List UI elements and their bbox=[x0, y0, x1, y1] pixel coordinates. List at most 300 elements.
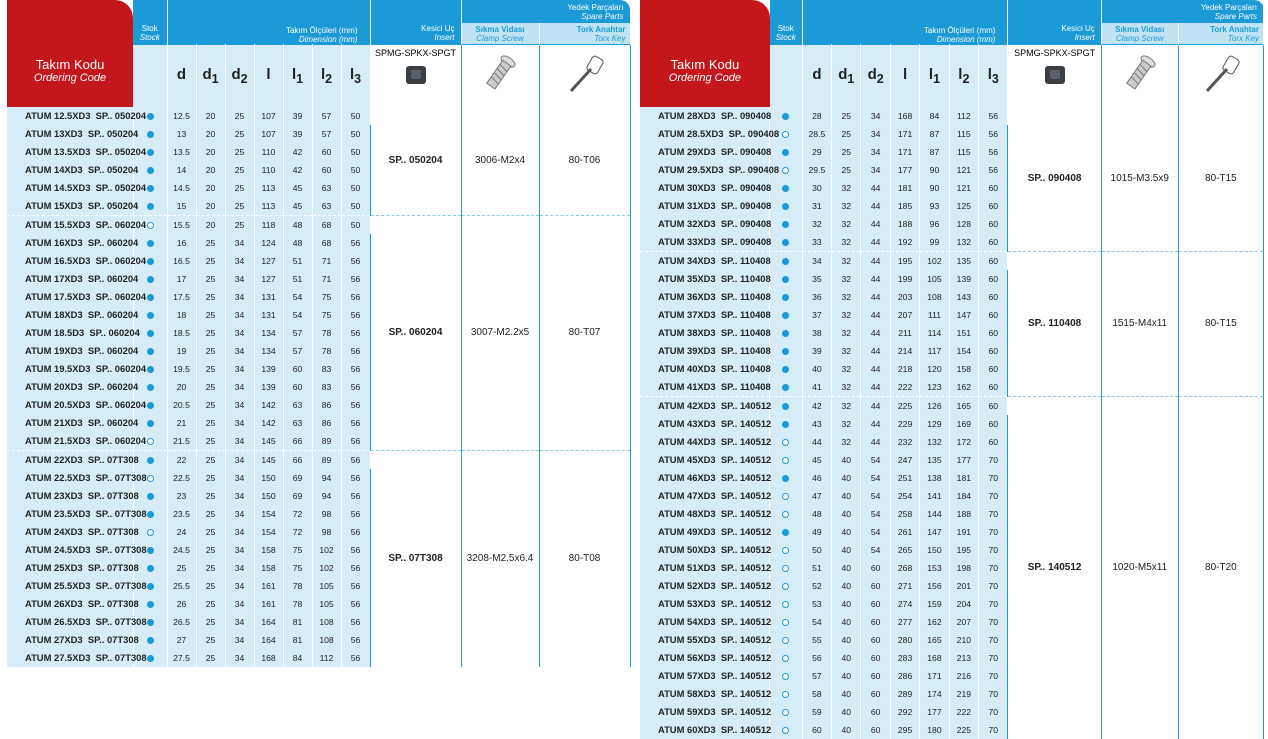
stock-cell bbox=[770, 649, 802, 667]
dimension-value-cell: 218 bbox=[890, 360, 919, 378]
dimension-value-cell: 153 bbox=[920, 559, 949, 577]
dimension-value-cell: 34 bbox=[225, 649, 254, 667]
dimension-value-cell: 70 bbox=[979, 595, 1008, 613]
in-stock-dot-icon bbox=[147, 203, 154, 210]
dimension-value-cell: 25.5 bbox=[167, 577, 196, 595]
dimension-value-cell: 19 bbox=[167, 342, 196, 360]
dimension-value-cell: 115 bbox=[949, 125, 978, 143]
ordering-code-cell: ATUM 24.5XD3 SP.. 07T308 bbox=[7, 541, 133, 559]
dimension-value-cell: 60 bbox=[283, 360, 312, 378]
dimension-value-cell: 180 bbox=[920, 721, 949, 739]
out-of-stock-dot-icon bbox=[782, 493, 789, 500]
dimension-value-cell: 60 bbox=[861, 559, 890, 577]
in-stock-dot-icon bbox=[147, 583, 154, 590]
dimension-value-cell: 98 bbox=[312, 523, 341, 541]
dimension-value-cell: 44 bbox=[861, 342, 890, 360]
dimension-value-cell: 47 bbox=[802, 487, 831, 505]
dimension-value-cell: 60 bbox=[979, 288, 1008, 306]
stock-cell bbox=[770, 505, 802, 523]
ordering-code-cell: ATUM 25.5XD3 SP.. 07T308 bbox=[7, 577, 133, 595]
dimension-value-cell: 44 bbox=[861, 306, 890, 324]
insert-icon bbox=[1043, 64, 1067, 86]
dimension-value-cell: 28.5 bbox=[802, 125, 831, 143]
dimension-value-cell: 192 bbox=[890, 233, 919, 252]
in-stock-dot-icon bbox=[147, 149, 154, 156]
dimension-value-cell: 20 bbox=[196, 215, 225, 234]
stock-cell bbox=[770, 251, 802, 270]
in-stock-dot-icon bbox=[782, 366, 789, 373]
ordering-code-cell: ATUM 22XD3 SP.. 07T308 bbox=[7, 450, 133, 469]
col-l2: $l_2$ bbox=[312, 45, 341, 107]
dimension-value-cell: 150 bbox=[254, 487, 283, 505]
dimension-value-cell: 60 bbox=[979, 179, 1008, 197]
dimension-value-cell: 172 bbox=[949, 433, 978, 451]
dimension-value-cell: 44 bbox=[861, 288, 890, 306]
dimension-value-cell: 44 bbox=[802, 433, 831, 451]
insert-subtitle: Insert bbox=[434, 33, 455, 42]
dimension-value-cell: 72 bbox=[283, 505, 312, 523]
dimension-value-cell: 254 bbox=[890, 487, 919, 505]
ordering-code-cell: ATUM 26XD3 SP.. 07T308 bbox=[7, 595, 133, 613]
dimension-value-cell: 34 bbox=[802, 251, 831, 270]
in-stock-dot-icon bbox=[782, 421, 789, 428]
ordering-code-cell: ATUM 19.5XD3 SP.. 060204 bbox=[7, 360, 133, 378]
dimension-value-cell: 199 bbox=[890, 270, 919, 288]
dimension-value-cell: 177 bbox=[890, 161, 919, 179]
in-stock-dot-icon bbox=[147, 420, 154, 427]
dimension-value-cell: 295 bbox=[890, 721, 919, 739]
dimension-value-cell: 165 bbox=[949, 396, 978, 415]
in-stock-dot-icon bbox=[782, 348, 789, 355]
dimension-value-cell: 56 bbox=[341, 360, 370, 378]
insert-subtitle-right: Insert bbox=[1074, 33, 1095, 42]
ordering-code-cell: ATUM 35XD3 SP.. 110408 bbox=[640, 270, 770, 288]
ordering-code-cell: ATUM 50XD3 SP.. 140512 bbox=[640, 541, 770, 559]
dimension-value-cell: 71 bbox=[312, 252, 341, 270]
dimension-value-cell: 150 bbox=[920, 541, 949, 559]
in-stock-dot-icon bbox=[782, 403, 789, 410]
dimension-value-cell: 54 bbox=[802, 613, 831, 631]
dimension-value-cell: 283 bbox=[890, 649, 919, 667]
stock-cell bbox=[770, 288, 802, 306]
dimension-value-cell: 126 bbox=[920, 396, 949, 415]
dimension-value-cell: 44 bbox=[861, 179, 890, 197]
in-stock-dot-icon bbox=[147, 113, 154, 120]
dimension-value-cell: 115 bbox=[949, 143, 978, 161]
dimension-value-cell: 20 bbox=[167, 378, 196, 396]
out-of-stock-dot-icon bbox=[782, 637, 789, 644]
ordering-code-cell: ATUM 29.5XD3 SP.. 090408 bbox=[640, 161, 770, 179]
ordering-code-cell: ATUM 16.5XD3 SP.. 060204 bbox=[7, 252, 133, 270]
ordering-code-cell: ATUM 33XD3 SP.. 090408 bbox=[640, 233, 770, 252]
clamp-screw-image-cell bbox=[461, 45, 539, 107]
torx-key-title-right: Tork Anahtar bbox=[1210, 24, 1259, 34]
dimension-value-cell: 25 bbox=[196, 559, 225, 577]
dimension-value-cell: 32 bbox=[832, 415, 861, 433]
ordering-code-cell: ATUM 22.5XD3 SP.. 07T308 bbox=[7, 469, 133, 487]
ordering-code-cell: ATUM 41XD3 SP.. 110408 bbox=[640, 378, 770, 397]
dimension-value-cell: 201 bbox=[949, 577, 978, 595]
right-table-panel bbox=[640, 0, 1264, 739]
dimension-value-cell: 111 bbox=[920, 306, 949, 324]
dimension-value-cell: 20 bbox=[196, 197, 225, 216]
dimension-value-cell: 70 bbox=[979, 577, 1008, 595]
insert-image-cell bbox=[370, 45, 461, 107]
dimension-value-cell: 13 bbox=[167, 125, 196, 143]
dimension-value-cell: 138 bbox=[920, 469, 949, 487]
clamp-screw-cell: 3006-M2x4 bbox=[461, 107, 539, 216]
ordering-code-cell: ATUM 28.5XD3 SP.. 090408 bbox=[640, 125, 770, 143]
dimension-value-cell: 27.5 bbox=[167, 649, 196, 667]
torx-key-cell: 80-T20 bbox=[1178, 396, 1263, 739]
dimension-value-cell: 222 bbox=[890, 378, 919, 397]
in-stock-dot-icon bbox=[147, 276, 154, 283]
out-of-stock-dot-icon bbox=[147, 475, 154, 482]
dimension-value-cell: 90 bbox=[920, 179, 949, 197]
dimension-value-cell: 34 bbox=[225, 360, 254, 378]
dimension-value-cell: 25 bbox=[196, 487, 225, 505]
dimension-value-cell: 125 bbox=[949, 197, 978, 215]
out-of-stock-dot-icon bbox=[782, 457, 789, 464]
dimension-title-right: Takım Ölçüleri (mm) bbox=[923, 26, 996, 35]
torx-key-image-cell-right bbox=[1178, 45, 1263, 107]
dimension-value-cell: 132 bbox=[949, 233, 978, 252]
dimension-value-cell: 25 bbox=[196, 360, 225, 378]
dimension-value-cell: 57 bbox=[283, 324, 312, 342]
dimension-value-cell: 89 bbox=[312, 450, 341, 469]
table-row bbox=[7, 107, 630, 125]
dimension-value-cell: 44 bbox=[861, 270, 890, 288]
dimension-value-cell: 44 bbox=[861, 215, 890, 233]
in-stock-dot-icon bbox=[147, 384, 154, 391]
left-table-panel bbox=[7, 0, 630, 667]
ordering-code-cell: ATUM 42XD3 SP.. 140512 bbox=[640, 396, 770, 415]
dimension-value-cell: 20 bbox=[196, 179, 225, 197]
in-stock-dot-icon bbox=[782, 239, 789, 246]
dimension-value-cell: 161 bbox=[254, 577, 283, 595]
col-l1: $l_1$ bbox=[283, 45, 312, 107]
dimension-value-cell: 147 bbox=[920, 523, 949, 541]
stock-symbol-cell-right bbox=[770, 45, 802, 107]
dimension-value-cell: 247 bbox=[890, 451, 919, 469]
dimension-value-cell: 120 bbox=[920, 360, 949, 378]
dimension-value-cell: 108 bbox=[312, 613, 341, 631]
dimension-value-cell: 70 bbox=[979, 469, 1008, 487]
dimension-value-cell: 56 bbox=[341, 252, 370, 270]
dimension-subtitle: Dimension (mm) bbox=[298, 35, 358, 44]
dimension-value-cell: 19.5 bbox=[167, 360, 196, 378]
ordering-code-cell: ATUM 48XD3 SP.. 140512 bbox=[640, 505, 770, 523]
out-of-stock-dot-icon bbox=[782, 673, 789, 680]
dimension-value-cell: 134 bbox=[254, 342, 283, 360]
dimension-header bbox=[167, 0, 370, 45]
dimension-value-cell: 32 bbox=[832, 270, 861, 288]
dimension-value-cell: 171 bbox=[890, 143, 919, 161]
clamp-screw-cell: 1515-M4x11 bbox=[1101, 251, 1178, 396]
dimension-value-cell: 34 bbox=[225, 631, 254, 649]
dimension-value-cell: 127 bbox=[254, 270, 283, 288]
stock-cell bbox=[770, 541, 802, 559]
clamp-screw-title: Sıkma Vidası bbox=[475, 24, 525, 34]
insert-title-right: Kesici Uç bbox=[1061, 24, 1095, 33]
dimension-value-cell: 34 bbox=[225, 487, 254, 505]
dimension-value-cell: 39 bbox=[283, 125, 312, 143]
stock-cell bbox=[770, 433, 802, 451]
stock-cell bbox=[770, 667, 802, 685]
dimension-value-cell: 63 bbox=[312, 179, 341, 197]
clamp-screw-subtitle-right: Clamp Screw bbox=[1115, 33, 1164, 43]
dimension-value-cell: 71 bbox=[312, 270, 341, 288]
torx-key-cell: 80-T15 bbox=[1178, 107, 1263, 252]
dimension-value-cell: 25 bbox=[225, 107, 254, 125]
dimension-value-cell: 60 bbox=[979, 415, 1008, 433]
dimension-value-cell: 14.5 bbox=[167, 179, 196, 197]
ordering-code-cell: ATUM 52XD3 SP.. 140512 bbox=[640, 577, 770, 595]
in-stock-dot-icon bbox=[147, 330, 154, 337]
ordering-code-cell: ATUM 20XD3 SP.. 060204 bbox=[7, 378, 133, 396]
dimension-value-cell: 25 bbox=[196, 378, 225, 396]
dimension-value-cell: 16.5 bbox=[167, 252, 196, 270]
dimension-value-cell: 18 bbox=[167, 306, 196, 324]
ordering-code-cell: ATUM 27XD3 SP.. 07T308 bbox=[7, 631, 133, 649]
dimension-value-cell: 56 bbox=[979, 161, 1008, 179]
dimension-value-cell: 32 bbox=[832, 179, 861, 197]
dimension-value-cell: 75 bbox=[283, 541, 312, 559]
dimension-value-cell: 198 bbox=[949, 559, 978, 577]
dimension-value-cell: 51 bbox=[283, 252, 312, 270]
dimension-value-cell: 164 bbox=[254, 631, 283, 649]
tool-table-left bbox=[7, 0, 631, 667]
ordering-code-cell: ATUM 18.5D3 SP.. 060204 bbox=[7, 324, 133, 342]
spare-parts-subtitle-right: Spare Parts bbox=[1214, 11, 1257, 21]
dimension-value-cell: 161 bbox=[254, 595, 283, 613]
stock-subtitle-right: Stock bbox=[775, 33, 796, 42]
ordering-code-cell: ATUM 43XD3 SP.. 140512 bbox=[640, 415, 770, 433]
dimension-value-cell: 127 bbox=[254, 252, 283, 270]
out-of-stock-dot-icon bbox=[782, 547, 789, 554]
ordering-code-cell: ATUM 15XD3 SP.. 050204 bbox=[7, 197, 133, 216]
clamp-screw-cell: 1015-M3.5x9 bbox=[1101, 107, 1178, 252]
dimension-value-cell: 204 bbox=[949, 595, 978, 613]
in-stock-dot-icon bbox=[782, 312, 789, 319]
stock-cell bbox=[770, 721, 802, 739]
stock-cell bbox=[770, 487, 802, 505]
dimension-value-cell: 159 bbox=[920, 595, 949, 613]
out-of-stock-dot-icon bbox=[782, 511, 789, 518]
dimension-value-cell: 60 bbox=[861, 721, 890, 739]
dimension-value-cell: 144 bbox=[920, 505, 949, 523]
dimension-value-cell: 56 bbox=[341, 270, 370, 288]
dimension-value-cell: 105 bbox=[312, 577, 341, 595]
col-d: d bbox=[167, 45, 196, 107]
dimension-value-cell: 48 bbox=[283, 234, 312, 252]
out-of-stock-dot-icon bbox=[782, 131, 789, 138]
dimension-value-cell: 98 bbox=[312, 505, 341, 523]
ordering-code-cell: ATUM 56XD3 SP.. 140512 bbox=[640, 649, 770, 667]
ordering-code-cell: ATUM 19XD3 SP.. 060204 bbox=[7, 342, 133, 360]
dimension-value-cell: 277 bbox=[890, 613, 919, 631]
dimension-value-cell: 32 bbox=[832, 233, 861, 252]
dimension-value-cell: 25 bbox=[225, 197, 254, 216]
dimension-value-cell: 121 bbox=[949, 161, 978, 179]
screw-icon bbox=[482, 51, 518, 95]
dimension-value-cell: 60 bbox=[979, 270, 1008, 288]
dimension-value-cell: 142 bbox=[254, 396, 283, 414]
dimension-value-cell: 56 bbox=[979, 125, 1008, 143]
dimension-value-cell: 34 bbox=[225, 270, 254, 288]
dimension-value-cell: 56 bbox=[341, 288, 370, 306]
ordering-code-cell: ATUM 54XD3 SP.. 140512 bbox=[640, 613, 770, 631]
stock-cell bbox=[770, 107, 802, 125]
out-of-stock-dot-icon bbox=[782, 565, 789, 572]
dimension-value-cell: 25 bbox=[225, 215, 254, 234]
dimension-value-cell: 274 bbox=[890, 595, 919, 613]
dimension-title: Takım Ölçüleri (mm) bbox=[285, 26, 358, 35]
dimension-value-cell: 22.5 bbox=[167, 469, 196, 487]
ordering-code-cell: ATUM 23.5XD3 SP.. 07T308 bbox=[7, 505, 133, 523]
dimension-value-cell: 154 bbox=[254, 505, 283, 523]
dimension-value-cell: 225 bbox=[949, 721, 978, 739]
stock-cell bbox=[770, 215, 802, 233]
dimension-value-cell: 70 bbox=[979, 703, 1008, 721]
col-d2-right: $d_2$ bbox=[861, 45, 890, 107]
ordering-code-cell: ATUM 27.5XD3 SP.. 07T308 bbox=[7, 649, 133, 667]
dimension-value-cell: 63 bbox=[283, 396, 312, 414]
dimension-value-cell: 89 bbox=[312, 432, 341, 451]
dimension-value-cell: 56 bbox=[341, 234, 370, 252]
tool-table-right bbox=[640, 0, 1264, 739]
spare-parts-header bbox=[461, 0, 630, 23]
dimension-value-cell: 90 bbox=[920, 161, 949, 179]
ordering-code-cell: ATUM 25XD3 SP.. 07T308 bbox=[7, 559, 133, 577]
ordering-code-cell: ATUM 44XD3 SP.. 140512 bbox=[640, 433, 770, 451]
ordering-code-cell: ATUM 32XD3 SP.. 090408 bbox=[640, 215, 770, 233]
dimension-value-cell: 35 bbox=[802, 270, 831, 288]
stock-cell bbox=[770, 451, 802, 469]
dimension-value-cell: 56 bbox=[341, 613, 370, 631]
dimension-value-cell: 25 bbox=[832, 107, 861, 125]
in-stock-dot-icon bbox=[782, 203, 789, 210]
dimension-value-cell: 58 bbox=[802, 685, 831, 703]
ordering-code-cell: ATUM 53XD3 SP.. 140512 bbox=[640, 595, 770, 613]
torx-key-cell: 80-T07 bbox=[539, 215, 630, 450]
dimension-value-cell: 134 bbox=[254, 324, 283, 342]
out-of-stock-dot-icon bbox=[782, 583, 789, 590]
dimension-value-cell: 54 bbox=[861, 541, 890, 559]
dimension-value-cell: 50 bbox=[341, 215, 370, 234]
dimension-value-cell: 41 bbox=[802, 378, 831, 397]
dimension-value-cell: 139 bbox=[254, 378, 283, 396]
dimension-value-cell: 44 bbox=[861, 378, 890, 397]
dimension-value-cell: 60 bbox=[979, 197, 1008, 215]
dimension-value-cell: 34 bbox=[225, 595, 254, 613]
dimension-value-cell: 188 bbox=[949, 505, 978, 523]
dimension-value-cell: 113 bbox=[254, 179, 283, 197]
dimension-header-right bbox=[802, 0, 1008, 45]
dimension-value-cell: 25 bbox=[196, 432, 225, 451]
dimension-value-cell: 60 bbox=[861, 667, 890, 685]
dimension-value-cell: 60 bbox=[861, 577, 890, 595]
dimension-value-cell: 40 bbox=[832, 505, 861, 523]
dimension-value-cell: 34 bbox=[225, 505, 254, 523]
dimension-value-cell: 40 bbox=[832, 451, 861, 469]
dimension-value-cell: 87 bbox=[920, 143, 949, 161]
ordering-code-subtitle: Ordering Code bbox=[33, 71, 107, 84]
dimension-value-cell: 40 bbox=[832, 577, 861, 595]
insert-code-cell: SP.. 050204 bbox=[370, 107, 461, 216]
in-stock-dot-icon bbox=[782, 294, 789, 301]
dimension-value-cell: 56 bbox=[341, 541, 370, 559]
dimension-value-cell: 280 bbox=[890, 631, 919, 649]
ordering-code-cell: ATUM 13.5XD3 SP.. 050204 bbox=[7, 143, 133, 161]
dimension-value-cell: 33 bbox=[802, 233, 831, 252]
ordering-code-cell: ATUM 49XD3 SP.. 140512 bbox=[640, 523, 770, 541]
dimension-value-cell: 43 bbox=[802, 415, 831, 433]
dimension-value-cell: 289 bbox=[890, 685, 919, 703]
dimension-value-cell: 56 bbox=[341, 378, 370, 396]
dimension-value-cell: 216 bbox=[949, 667, 978, 685]
stock-cell bbox=[770, 396, 802, 415]
table-row bbox=[7, 450, 630, 469]
in-stock-dot-icon bbox=[147, 312, 154, 319]
dimension-value-cell: 26.5 bbox=[167, 613, 196, 631]
in-stock-dot-icon bbox=[147, 240, 154, 247]
dimension-value-cell: 34 bbox=[861, 125, 890, 143]
ordering-code-cell: ATUM 60XD3 SP.. 140512 bbox=[640, 721, 770, 739]
clamp-screw-image-cell-right bbox=[1101, 45, 1178, 107]
dimension-value-cell: 66 bbox=[283, 432, 312, 451]
dimension-value-cell: 34 bbox=[861, 161, 890, 179]
dimension-value-cell: 60 bbox=[802, 721, 831, 739]
spare-parts-subtitle: Spare Parts bbox=[581, 11, 624, 21]
ordering-code-cell: ATUM 39XD3 SP.. 110408 bbox=[640, 342, 770, 360]
dimension-value-cell: 23.5 bbox=[167, 505, 196, 523]
ordering-code-header-right bbox=[640, 0, 770, 107]
dimension-value-cell: 54 bbox=[861, 469, 890, 487]
dimension-value-cell: 25 bbox=[832, 143, 861, 161]
dimension-value-cell: 60 bbox=[979, 215, 1008, 233]
out-of-stock-dot-icon bbox=[782, 619, 789, 626]
stock-cell bbox=[770, 595, 802, 613]
dimension-value-cell: 54 bbox=[283, 288, 312, 306]
stock-cell bbox=[770, 306, 802, 324]
dimension-value-cell: 124 bbox=[254, 234, 283, 252]
dimension-value-cell: 40 bbox=[832, 613, 861, 631]
dimension-value-cell: 57 bbox=[802, 667, 831, 685]
col-d2: $d_2$ bbox=[225, 45, 254, 107]
spare-parts-title: Yedek Parçaları bbox=[567, 2, 624, 12]
dimension-value-cell: 154 bbox=[949, 342, 978, 360]
clamp-screw-header bbox=[461, 23, 539, 44]
ordering-code-cell: ATUM 14.5XD3 SP.. 050204 bbox=[7, 179, 133, 197]
dimension-value-cell: 38 bbox=[802, 324, 831, 342]
out-of-stock-dot-icon bbox=[782, 601, 789, 608]
dimension-value-cell: 34 bbox=[225, 523, 254, 541]
dimension-value-cell: 78 bbox=[312, 342, 341, 360]
dimension-value-cell: 150 bbox=[254, 469, 283, 487]
stock-cell bbox=[770, 631, 802, 649]
stock-title: Stok bbox=[141, 24, 158, 33]
dimension-value-cell: 25 bbox=[167, 559, 196, 577]
dimension-value-cell: 20 bbox=[196, 143, 225, 161]
dimension-value-cell: 195 bbox=[949, 541, 978, 559]
dimension-value-cell: 55 bbox=[802, 631, 831, 649]
dimension-value-cell: 60 bbox=[979, 433, 1008, 451]
dimension-value-cell: 18.5 bbox=[167, 324, 196, 342]
in-stock-dot-icon bbox=[782, 149, 789, 156]
dimension-value-cell: 113 bbox=[254, 197, 283, 216]
out-of-stock-dot-icon bbox=[147, 222, 154, 229]
